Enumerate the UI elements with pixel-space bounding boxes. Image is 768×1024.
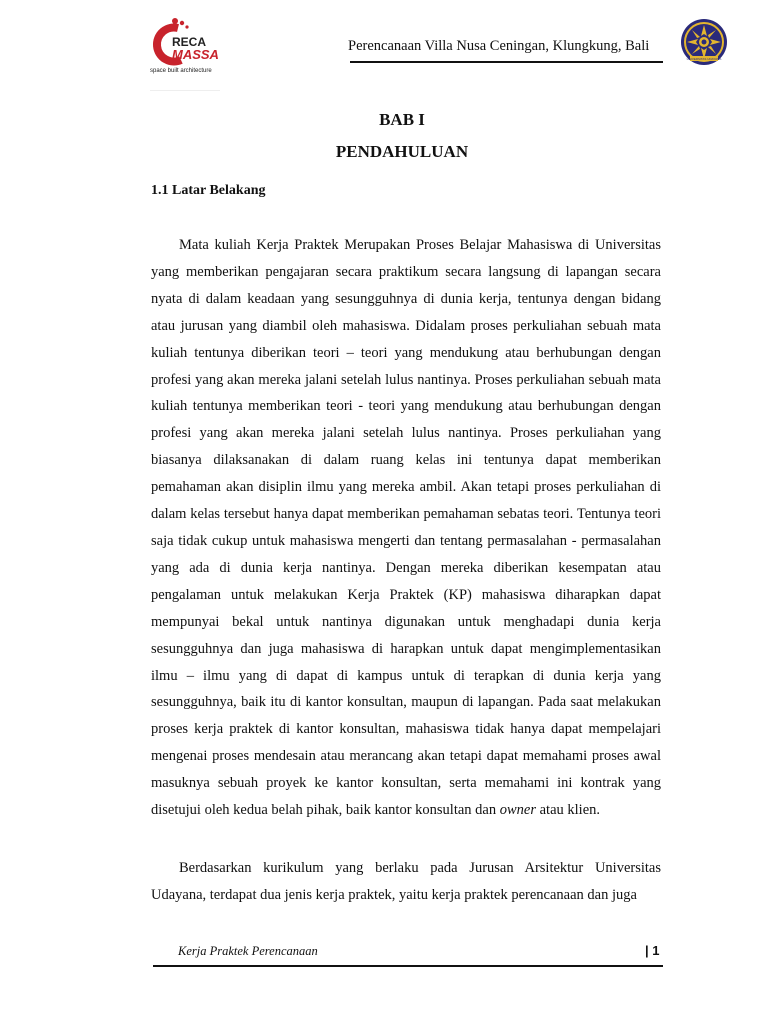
- paragraph-2-text: Berdasarkan kurikulum yang berlaku pada Jurusan Arsitektur Universitas Udayana, terdapat dua jenis kerja praktek, yaitu kerja praktek perencanaan dan juga: [151, 860, 661, 903]
- section-heading: 1.1 Latar Belakang: [151, 183, 266, 198]
- header-rule: [350, 61, 663, 63]
- logo-word-top: RECA: [172, 35, 207, 49]
- page-number: | 1: [645, 943, 660, 958]
- reka-massa-logo: [148, 14, 224, 76]
- university-seal-icon: [680, 18, 728, 66]
- paragraph-1-end: atau klien.: [535, 802, 601, 819]
- footer-rule: [153, 965, 663, 967]
- paragraph-1: [151, 232, 661, 824]
- owner-emphasis: owner: [499, 802, 536, 819]
- footer-text: Kerja Praktek Perencanaan: [178, 944, 318, 958]
- logo-tagline: space built architecture: [150, 68, 212, 74]
- chapter-number: BAB I: [379, 110, 425, 129]
- seal-text: UNIVERSITAS UDAYANA: [686, 57, 722, 61]
- chapter-title: PENDAHULUAN: [335, 142, 469, 161]
- logo-word-bottom: MASSA: [172, 47, 219, 62]
- logo-divider: [150, 90, 220, 91]
- header-title: Perencanaan Villa Nusa Ceningan, Klungkung, Bali: [348, 38, 650, 54]
- paragraph-2: [151, 855, 661, 909]
- paragraph-1-text: Mata kuliah Kerja Praktek Merupakan Proses Belajar Mahasiswa di Universitas yang memberikan pengajaran secara praktikum secara langsung di lapangan secara nyata di dalam keadaan yang sesungguhnya di dunia kerja, tentunya dengan bidang atau jurusan yang diambil oleh mahasiswa. Didalam proses perkuliahan sebuah mata kuliah tentunya diberikan teori – teori yang mendukung atau berhubungan dengan profesi yang akan mereka jalani setelah lulus nantinya. Proses perkuliahan sebuah mata kuliah tentunya memberikan teori - teori yang mendukung atau berhubungan dengan profesi yang akan mereka jalani setelah lulus nantinya. Proses perkuliahan yang biasanya dilaksanakan di dalam ruang kelas ini tentunya dapat memberikan pemahaman akan disiplin ilmu yang mereka ambil. Akan tetapi proses perkuliahan di dalam kelas tersebut hanya dapat memberikan pemahaman sebatas teori. Tentunya teori saja tidak cukup untuk mahasiswa mengerti dan tentang permasalahan - permasalahan yang ada di dunia kerja nantinya. Dengan mereka diberikan kesempatan atau pengalaman untuk melakukan Kerja Praktek (KP) mahasiswa diharapkan dapat mempunyai bekal untuk nantinya digunakan untuk menghadapi dunia kerja sesungguhnya dan juga mahasiswa di harapkan untuk dapat mengimplementasikan ilmu – ilmu yang di dapat di kampus untuk di terapkan di dunia kerja yang sesungguhnya, baik itu di kantor konsultan, maupun di lapangan. Pada saat melakukan proses kerja praktek di kantor konsultan, mahasiswa tidak hanya dapat mempelajari mengenai proses mendesain atau merancang akan tetapi dapat memahami proses awal masuknya sebuah proyek ke kantor konsultan, serta memahami ini kontrak yang disetujui oleh kedua belah pihak, baik kantor konsultan dan: [151, 237, 661, 819]
